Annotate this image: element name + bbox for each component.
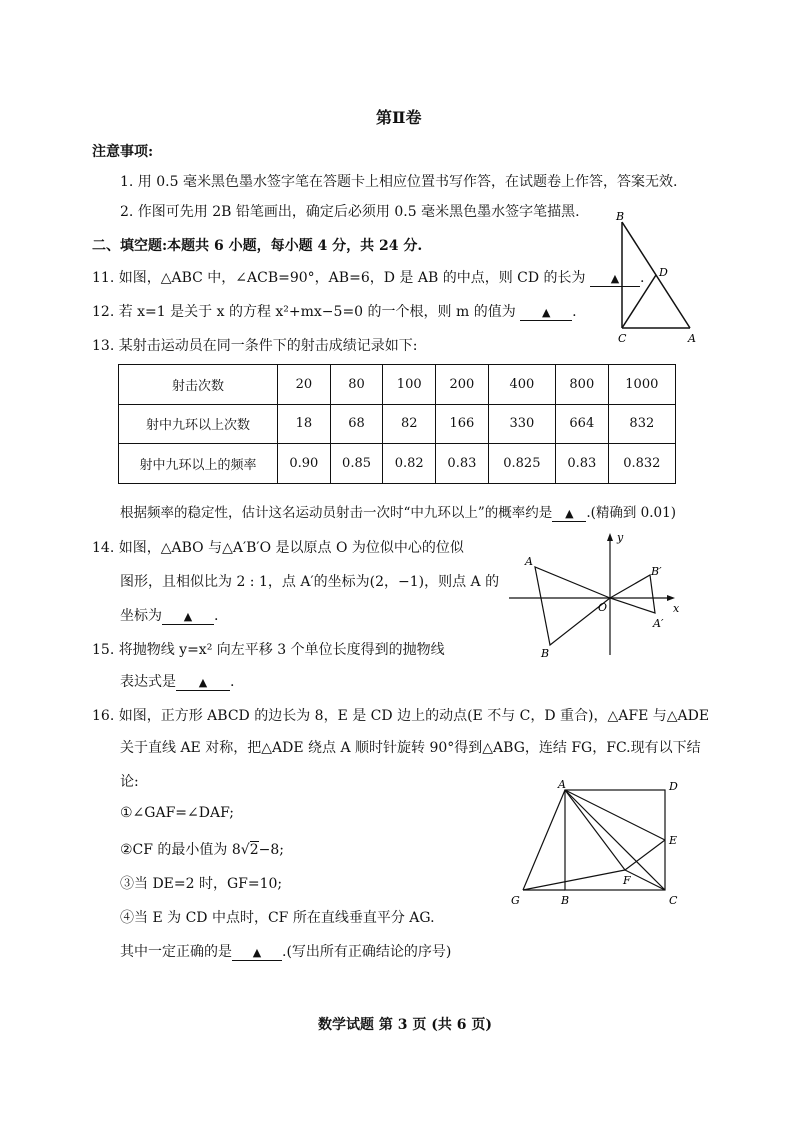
triangle-mark-icon: ▲	[252, 946, 262, 959]
fig11-label-c: C	[618, 332, 627, 345]
triangle-mark-icon: ▲	[610, 272, 620, 285]
question-11	[92, 267, 644, 287]
fig11-segment-cd	[622, 275, 656, 328]
question-12	[92, 301, 577, 321]
question-14-line-2: 图形，且相似比为 2 : 1，点 A′的坐标为(2，−1)，则点 A 的	[120, 574, 500, 590]
figure-q14-homothety	[505, 525, 685, 660]
notice-heading: 注意事项:	[92, 144, 154, 160]
question-14-line-3	[120, 605, 218, 625]
answer-blank-13[interactable]	[552, 507, 586, 522]
fig14-label-bp: B′	[651, 565, 662, 578]
conclusion-1: ①∠GAF=∠DAF;	[120, 805, 235, 821]
fig14-label-y: y	[617, 531, 624, 544]
fig16-segment-ag	[523, 790, 565, 890]
table-cell: 射击次数	[119, 365, 278, 405]
table-cell: 20	[278, 365, 331, 405]
fig16-label-a: A	[558, 780, 566, 791]
triangle-mark-icon: ▲	[183, 610, 193, 623]
fig14-label-x: x	[673, 602, 680, 615]
fig14-label-o: O	[598, 601, 608, 614]
question-12-end: .	[572, 304, 577, 320]
table-cell: 68	[330, 404, 383, 444]
fig16-label-g: G	[511, 894, 520, 907]
answer-blank-15[interactable]	[176, 676, 230, 691]
table-cell: 330	[488, 404, 555, 444]
question-16-final-end: .(写出所有正确结论的序号)	[282, 944, 452, 960]
question-16-line-3: 论:	[120, 774, 139, 790]
triangle-mark-icon: ▲	[198, 676, 208, 689]
question-13-text: 13. 某射击运动员在同一条件下的射击成绩记录如下:	[92, 338, 418, 354]
table-cell: 80	[330, 365, 383, 405]
figure-q11-triangle	[612, 212, 702, 348]
fig16-segment-ae	[565, 790, 665, 840]
fig14-label-b: B	[541, 647, 550, 660]
question-14-line-1: 14. 如图，△ABO 与△A′B′O 是以原点 O 为位似中心的位似	[92, 540, 464, 556]
figure-q16-square	[505, 780, 695, 910]
question-15-line-1: 15. 将抛物线 y=x² 向左平移 3 个单位长度得到的抛物线	[92, 642, 445, 658]
table-cell: 832	[608, 404, 675, 444]
page-title: 第Ⅱ卷	[376, 108, 422, 127]
table-cell: 射中九环以上的频率	[119, 444, 278, 484]
sqrt-icon: √	[240, 842, 250, 858]
fig14-label-ap: A′	[653, 617, 664, 630]
table-row	[119, 365, 676, 405]
answer-blank-16[interactable]	[232, 946, 282, 961]
question-13-after-end: .(精确到 0.01)	[586, 505, 676, 521]
fig16-label-c: C	[669, 894, 678, 907]
table-cell: 0.832	[608, 444, 675, 484]
question-16-final	[120, 941, 451, 961]
fig16-label-e: E	[669, 834, 678, 847]
fig14-y-arrow-icon	[607, 533, 613, 541]
conclusion-2-post: −8;	[258, 842, 284, 858]
fig16-segment-fc	[625, 870, 665, 890]
fig14-x-arrow-icon	[667, 595, 675, 601]
table-row	[119, 404, 676, 444]
table-cell: 18	[278, 404, 331, 444]
table-cell: 0.82	[383, 444, 436, 484]
fig16-label-f: F	[623, 874, 631, 887]
table-row	[119, 444, 676, 484]
question-16-line-2: 关于直线 AE 对称，把△ADE 绕点 A 顺时针旋转 90°得到△ABG，连结 FG，FC.现有以下结	[120, 740, 701, 756]
fig16-segment-af	[565, 790, 625, 870]
table-cell: 0.90	[278, 444, 331, 484]
table-cell: 664	[555, 404, 608, 444]
table-cell: 0.85	[330, 444, 383, 484]
shooting-record-table	[118, 364, 676, 484]
fig14-triangle-apbpo	[610, 575, 655, 613]
conclusion-4: ④当 E 为 CD 中点时，CF 所在直线垂直平分 AG.	[120, 910, 435, 926]
fig16-segment-gf	[523, 870, 625, 890]
fig11-label-b: B	[616, 212, 625, 223]
table-cell: 100	[383, 365, 436, 405]
question-12-text: 12. 若 x=1 是关于 x 的方程 x²+mx−5=0 的一个根，则 m 的值为	[92, 304, 516, 320]
notice-item-2: 2. 作图可先用 2B 铅笔画出，确定后必须用 0.5 毫米黑色墨水签字笔描黑.	[120, 204, 580, 220]
table-cell: 166	[436, 404, 489, 444]
answer-blank-12[interactable]	[520, 306, 572, 321]
conclusion-2	[120, 839, 284, 859]
question-15-line-2-text: 表达式是	[120, 674, 176, 690]
question-14-end: .	[214, 608, 219, 624]
table-cell: 800	[555, 365, 608, 405]
fig16-segment-ac	[565, 790, 665, 890]
fig11-label-d: D	[659, 266, 668, 279]
question-13-after-text: 根据频率的稳定性，估计这名运动员射击一次时“中九环以上”的概率约是	[120, 505, 553, 521]
fig16-segment-fe	[625, 840, 665, 870]
table-cell: 200	[436, 365, 489, 405]
table-cell: 射中九环以上次数	[119, 404, 278, 444]
question-16-line-1: 16. 如图，正方形 ABCD 的边长为 8，E 是 CD 边上的动点(E 不与 C，D 重合)，△AFE 与△ADE	[92, 708, 710, 724]
table-cell: 82	[383, 404, 436, 444]
table-cell: 1000	[608, 365, 675, 405]
question-14-line-3-text: 坐标为	[120, 608, 162, 624]
question-11-text: 11. 如图，△ABC 中，∠ACB=90°，AB=6，D 是 AB 的中点，则 CD 的长为	[92, 270, 586, 286]
triangle-mark-icon: ▲	[541, 306, 551, 319]
conclusion-2-pre: ②CF 的最小值为 8	[120, 842, 241, 858]
table-cell: 400	[488, 365, 555, 405]
conclusion-2-radical: 2	[249, 842, 259, 858]
section-heading: 二、填空题:本题共 6 小题，每小题 4 分，共 24 分.	[92, 238, 423, 254]
fig16-label-b: B	[561, 894, 570, 907]
triangle-mark-icon: ▲	[565, 507, 574, 520]
fig14-label-a: A	[525, 555, 533, 568]
table-cell: 0.825	[488, 444, 555, 484]
table-cell: 0.83	[436, 444, 489, 484]
fig11-label-a: A	[688, 332, 696, 345]
question-16-final-text: 其中一定正确的是	[120, 944, 232, 960]
answer-blank-14[interactable]	[162, 610, 214, 625]
conclusion-3: ③当 DE=2 时，GF=10;	[120, 876, 283, 892]
question-13-after	[120, 501, 676, 522]
question-15-end: .	[230, 674, 235, 690]
question-15-line-2	[120, 671, 234, 691]
page-footer: 数学试题 第 3 页 (共 6 页)	[318, 1017, 492, 1033]
question-11-end: .	[640, 270, 645, 286]
table-cell: 0.83	[555, 444, 608, 484]
fig16-label-d: D	[669, 780, 678, 793]
notice-item-1: 1. 用 0.5 毫米黑色墨水签字笔在答题卡上相应位置书写作答，在试题卷上作答，答案无效.	[120, 174, 678, 190]
